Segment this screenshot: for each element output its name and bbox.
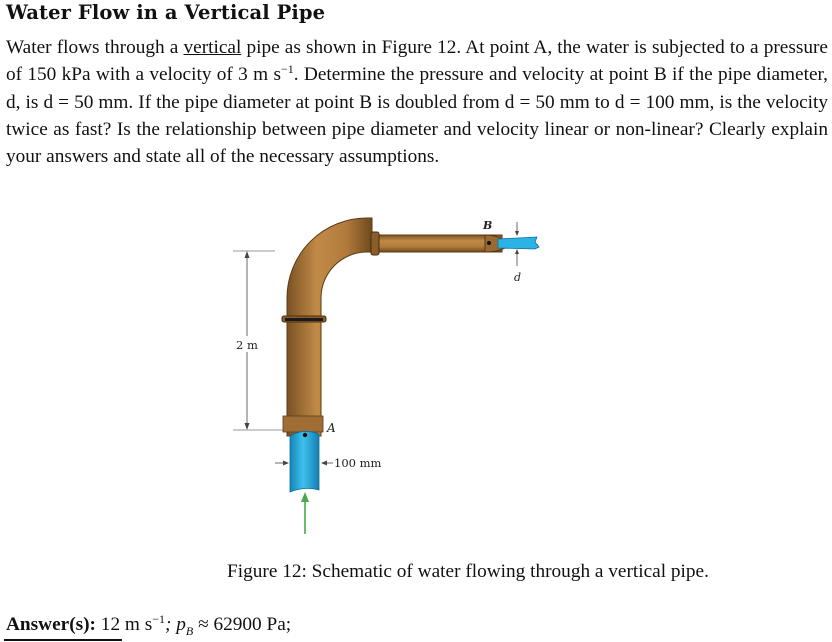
- problem-text-2: pipe as shown in Figure 12. At point A, the water is subjected to a pressure of 150 kPa with a velocity of 3 m s: [6, 37, 828, 86]
- answer-pressure-symbol: ; p: [165, 614, 186, 635]
- point-b-label: B: [483, 219, 493, 232]
- figure-caption: Figure 12: Schematic of water flowing through a vertical pipe.: [227, 561, 709, 582]
- problem-text-1: Water flows through a: [6, 37, 184, 58]
- velocity-exponent: −1: [280, 62, 294, 77]
- problem-text-3: . Determine the pressure and velocity at point B if the pipe diameter, d, is d = 50 mm. If the pipe diameter at point B is doubled from d = 50 mm to d = 100 mm, is the velocity twice as fast? Is the relationship between pipe diameter and velocity linear or non-linear? Clearly explain your answers and state all of the necessary assumptions.: [6, 64, 828, 168]
- point-a-marker: [303, 433, 307, 437]
- pipe: [282, 218, 505, 436]
- point-a-label: A: [327, 421, 336, 435]
- page-title: Water Flow in a Vertical Pipe: [6, 1, 326, 24]
- pipe-figure: [215, 208, 555, 538]
- answer-velocity-exponent: −1: [152, 612, 166, 626]
- outlet-diameter-dimension: [514, 222, 521, 284]
- point-b-marker: [487, 241, 491, 245]
- outlet-diameter-label: d: [514, 271, 522, 284]
- answer-pressure-subscript: B: [185, 623, 194, 638]
- problem-statement: [6, 34, 828, 170]
- answer-pressure-value: ≈ 62900 Pa;: [193, 614, 292, 635]
- height-label: 2 m: [236, 338, 258, 352]
- answer-velocity: 12 m s: [100, 614, 153, 635]
- answer-underline: [4, 639, 122, 641]
- vertical-link[interactable]: vertical: [183, 37, 242, 58]
- answer-line: [6, 614, 291, 639]
- inlet-diameter-label: 100 mm: [334, 456, 382, 470]
- answer-label: Answer(s):: [6, 614, 96, 635]
- flow-arrow: [301, 492, 309, 534]
